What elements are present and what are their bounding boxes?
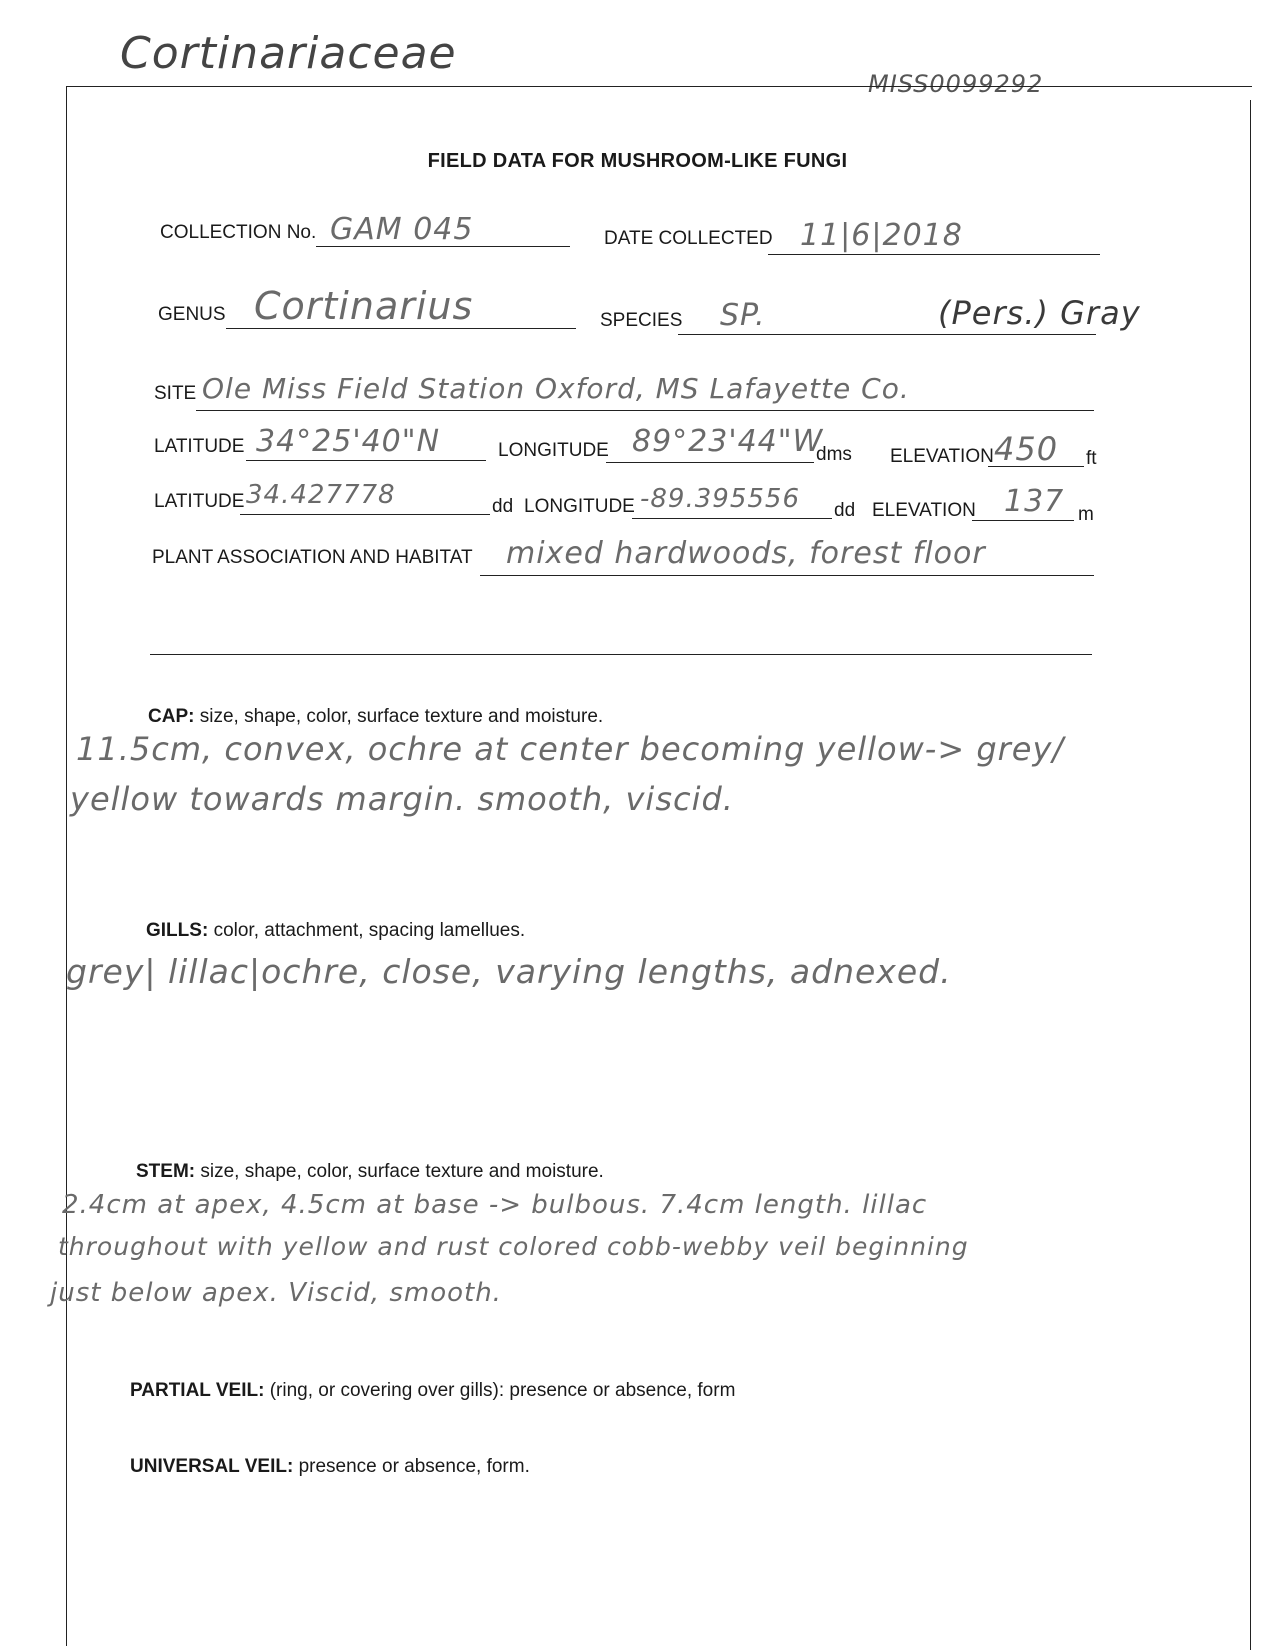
- genus-line: [226, 328, 576, 329]
- lon-dms-line: [606, 462, 814, 463]
- lon-dd-label: LONGITUDE: [524, 496, 635, 517]
- stem-notes-line2: throughout with yellow and rust colored cobb-webby veil beginning: [58, 1232, 969, 1261]
- cap-notes-line2: yellow towards margin. smooth, viscid.: [70, 780, 734, 818]
- elev-m-label: ELEVATION: [872, 500, 976, 521]
- form-title: FIELD DATA FOR MUSHROOM-LIKE FUNGI: [427, 150, 848, 172]
- lon-dms-label: LONGITUDE: [498, 440, 609, 461]
- dms-unit: dms: [816, 444, 852, 465]
- site-label: SITE: [154, 383, 197, 404]
- elev-m-line: [972, 520, 1074, 521]
- form-border-top: [66, 86, 1252, 87]
- habitat-line: [480, 575, 1094, 576]
- lat-dd-label: LATITUDE: [154, 491, 245, 512]
- lon-dd-value: -89.395556: [640, 484, 800, 514]
- date-label: DATE COLLECTED: [604, 228, 773, 249]
- lon-dd-line: [632, 518, 832, 519]
- cap-notes-line1: 11.5cm, convex, ochre at center becoming yellow-> grey/: [76, 730, 1065, 768]
- species-authority: (Pers.) Gray: [938, 294, 1141, 332]
- stem-desc: size, shape, color, surface texture and moisture.: [200, 1161, 604, 1182]
- pveil-desc: (ring, or covering over gills): presence or absence, form: [269, 1380, 736, 1401]
- uveil-head: UNIVERSAL VEIL:: [130, 1456, 294, 1477]
- lon-dms-value: 89°23'44"W: [632, 424, 824, 459]
- genus-value: Cortinarius: [254, 284, 474, 328]
- genus-label: GENUS: [158, 304, 226, 325]
- gills-head: GILLS:: [146, 920, 209, 941]
- lat-dms-line: [246, 460, 486, 461]
- species-line: [678, 334, 1096, 335]
- cap-heading: [148, 706, 603, 728]
- site-line: [196, 410, 1094, 411]
- dd-unit-1: dd: [492, 496, 514, 517]
- date-value: 11|6|2018: [800, 218, 963, 253]
- stem-notes-line3: just below apex. Viscid, smooth.: [50, 1278, 502, 1308]
- m-unit: m: [1078, 504, 1094, 525]
- partial-veil-heading: [130, 1380, 735, 1402]
- species-label: SPECIES: [600, 310, 683, 331]
- stem-head: STEM:: [136, 1161, 196, 1182]
- collection-value: GAM 045: [330, 212, 474, 247]
- site-value: Ole Miss Field Station Oxford, MS Lafayette Co.: [202, 372, 910, 405]
- lat-dd-line: [240, 514, 490, 515]
- gills-heading: [146, 920, 525, 942]
- family-name: Cortinariaceae: [120, 28, 457, 79]
- habitat-value: mixed hardwoods, forest floor: [506, 536, 986, 571]
- elev-ft-value: 450: [994, 430, 1059, 468]
- collection-label: COLLECTION No.: [160, 222, 317, 243]
- pveil-head: PARTIAL VEIL:: [130, 1380, 265, 1401]
- habitat-label: PLANT ASSOCIATION AND HABITAT: [152, 547, 473, 568]
- lat-dms-value: 34°25'40"N: [256, 424, 441, 459]
- elev-m-value: 137: [1004, 484, 1065, 519]
- uveil-desc: presence or absence, form.: [298, 1456, 530, 1477]
- form-border-right: [1250, 100, 1251, 1650]
- stem-notes-line1: 2.4cm at apex, 4.5cm at base -> bulbous. 7.4cm length. lillac: [62, 1190, 928, 1220]
- lat-dms-label: LATITUDE: [154, 436, 245, 457]
- form-border-left: [66, 86, 67, 1646]
- stem-heading: [136, 1161, 604, 1183]
- ft-unit: ft: [1086, 448, 1097, 469]
- gills-desc: color, attachment, spacing lamellues.: [213, 920, 526, 941]
- habitat-line-2: [150, 654, 1092, 655]
- dd-unit-2: dd: [834, 500, 856, 521]
- gills-notes-line1: grey| lillac|ochre, close, varying lengths, adnexed.: [66, 952, 952, 991]
- date-line: [768, 254, 1100, 255]
- universal-veil-heading: [130, 1456, 530, 1478]
- cap-head: CAP:: [148, 706, 195, 727]
- cap-desc: size, shape, color, surface texture and moisture.: [199, 706, 604, 727]
- species-value: SP.: [720, 298, 766, 333]
- lat-dd-value: 34.427778: [246, 480, 396, 510]
- accession-number: MISS0099292: [868, 70, 1044, 98]
- elev-ft-label: ELEVATION: [890, 446, 994, 467]
